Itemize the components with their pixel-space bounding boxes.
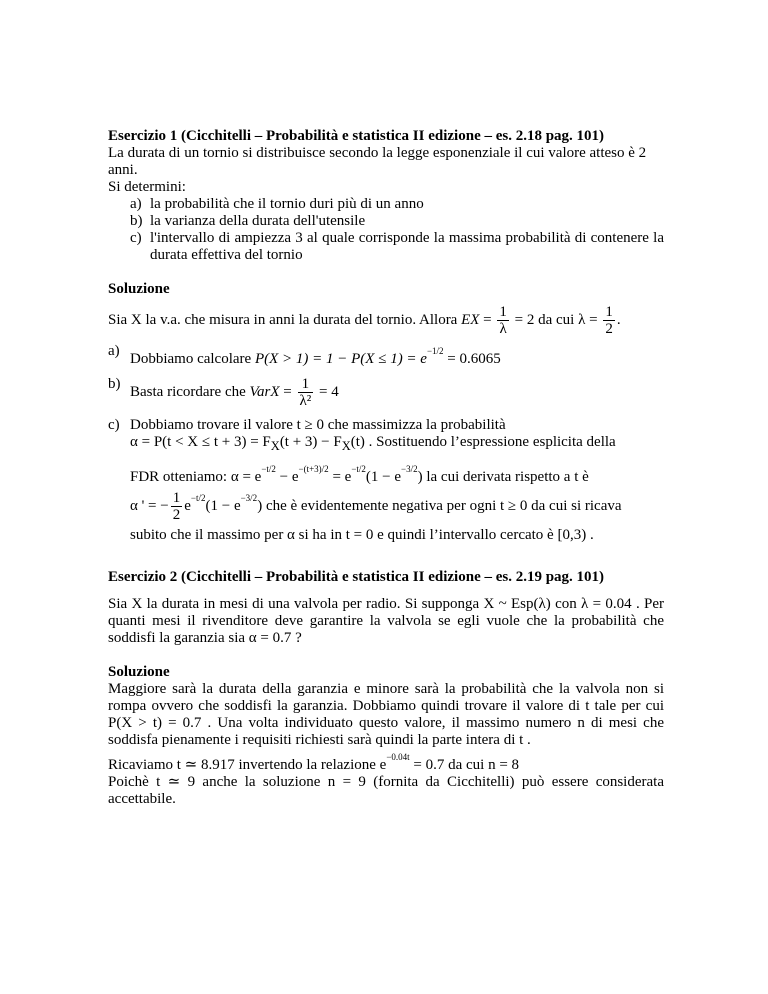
solution-2-conclusion: Poichè t ≃ 9 anche la soluzione n = 9 (fornita da Cicchitelli) può essere considerata accettabile.	[108, 774, 664, 808]
solution-1-steps	[108, 343, 664, 544]
fraction: $\frac{1}{2}$	[172, 490, 181, 524]
solution-1-title: Soluzione	[108, 281, 170, 297]
exercise-2-title: Esercizio 2 (Cicchitelli – Probabilità e statistica II edizione – es. 2.19 pag. 101)	[108, 569, 605, 586]
question-text: l'intervallo di ampiezza 3 al quale corrisponde la massima probabilità di contenere la durata effettiva del tornio	[150, 230, 664, 263]
fraction: $\frac{1}{\text{λ²}}$	[299, 376, 312, 409]
question-item	[130, 196, 664, 213]
exercise-1-questions	[108, 196, 664, 264]
question-text: la probabilità che il tornio duri più di un anno	[150, 196, 424, 212]
solution-1-intro: Sia X la v.a. che misura in anni la durata del tornio. Allora EX = $\frac{1}{\lambda}$ = 2 da cui λ = $\frac{1}{2}$ .	[108, 304, 621, 337]
solution-2-paragraph: Maggiore sarà la durata della garanzia e minore sarà la probabilità che la valvola non si rompa ovvero che soddisfi la garanzia. Dobbiamo quindi trovare il valore di t tale per cui P(X > t) = 0.7 . Una volta individuato questo valore, il massimo numero n di mesi che soddisfa pienamente i requisiti richiesti sarà quindi la parte intera di t .	[108, 681, 664, 749]
solution-step-b: b) Basta ricordare che VarX = $\frac{1}{\text{λ²}}$ = 4	[108, 376, 339, 409]
question-label: b)	[130, 213, 143, 229]
question-label: c)	[130, 230, 142, 246]
question-text: la varianza della durata dell'utensile	[150, 213, 366, 229]
question-item	[130, 230, 664, 264]
exercise-1-intro: La durata di un tornio si distribuisce secondo la legge esponenziale il cui valore atteso è 2 anni.	[108, 145, 647, 178]
solution-step-c: c) Dobbiamo trovare il valore t ≥ 0 che massimizza la probabilità $\alpha = P(t < X \le t + 3) = F_X(t + 3) - F_X(t)$ . Sostituendo l’espressione esplicita della FDR otteniamo: $\alpha = e^{-t/2} - e^{-(t+3)/2} = e^{-t/2}(1 - e^{-3/2})$ la cui derivata rispetto a t è α ' = − $\frac{1}{2}$ $e^{-t/2}(1 - e^{-3/2})$ che è evidentemente negativa per ogni t ≥ 0 da cui si ricava subito che il massimo per α si ha in t = 0 e quindi l’intervallo cercato è [0,3) .	[108, 417, 622, 544]
fraction: $\frac{1}{\lambda}$	[499, 304, 507, 337]
document-page	[108, 128, 664, 808]
solution-2-result: Ricaviamo t ≃ 8.917 invertendo la relazione $e^{-0.04t} = 0.7$ da cui n = 8	[108, 752, 520, 774]
exercise-1-prompt: Si determini:	[108, 179, 186, 195]
exercise-1-title: Esercizio 1 (Cicchitelli – Probabilità e statistica II edizione – es. 2.18 pag. 101)	[108, 128, 605, 144]
solution-step-a: a) Dobbiamo calcolare $P(X > 1) = 1 - P(X \le 1) = e^{-1/2} = 0.6065$	[108, 343, 501, 367]
exercise-2-text: Sia X la durata in mesi di una valvola per radio. Si supponga X ~ Esp(λ) con λ = 0.04 . Per quanti mesi il rivenditore deve garantire la valvola se egli vuole che la probabilità che soddisfi la garanzia sia α = 0.7 ?	[108, 596, 664, 647]
question-item	[130, 213, 664, 230]
question-label: a)	[130, 196, 142, 212]
solution-2-title: Soluzione	[108, 664, 170, 681]
fraction: $\frac{1}{2}$	[605, 304, 613, 337]
